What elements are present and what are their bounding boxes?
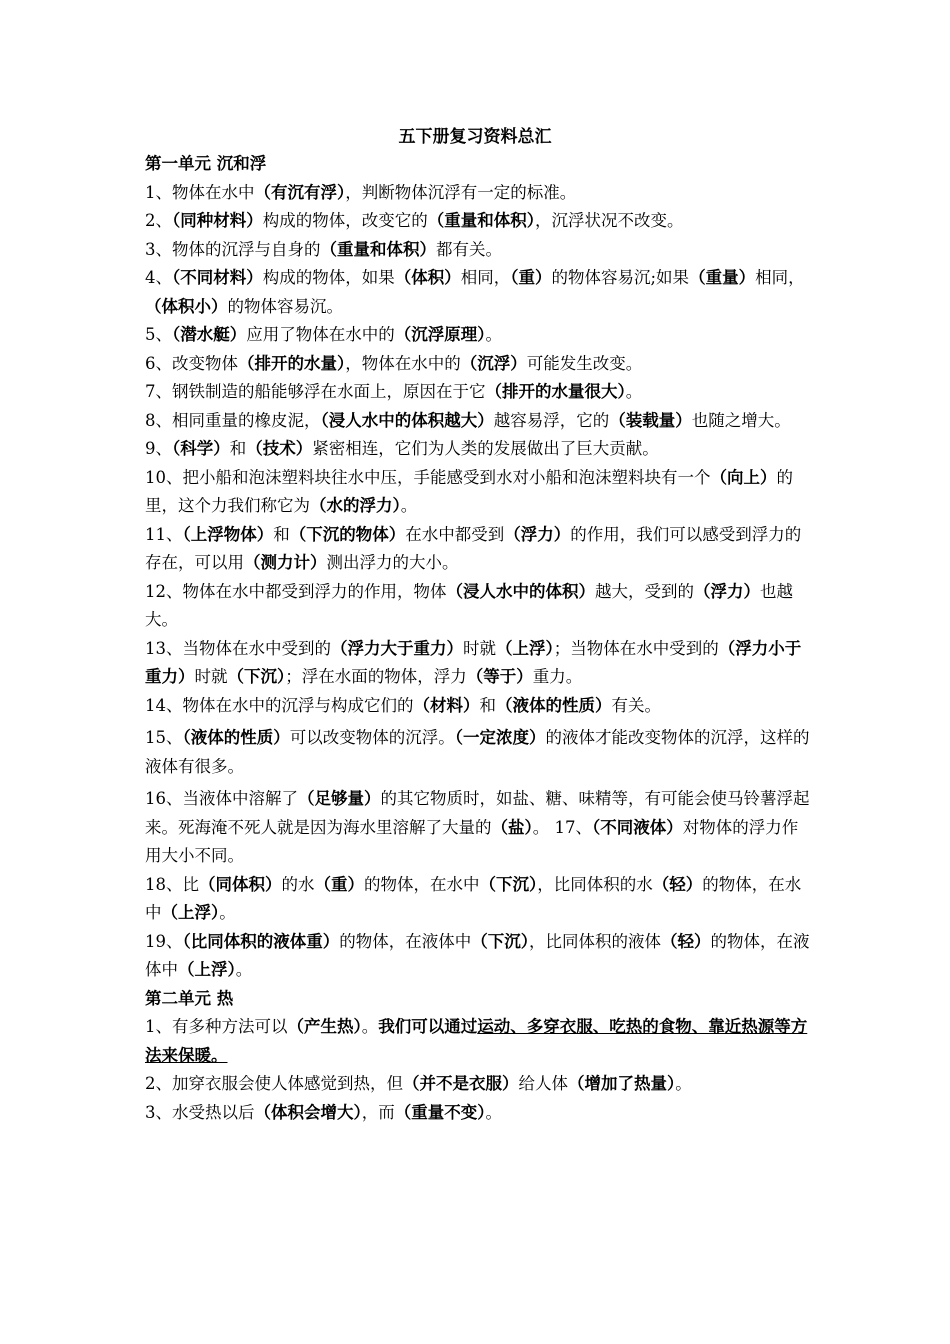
item-text: 10、把小船和泡沫塑料块往水中压，手能感受到水对小船和泡沫塑料块有一个 [145, 467, 711, 487]
answer-text: （排开的水量很大） [485, 382, 626, 401]
answer-text: （科学） [172, 439, 230, 458]
answer-text: （浮力） [694, 581, 760, 601]
answer-text: （浸人水中的体积） [446, 581, 595, 601]
answer-text: （体积会增大） [254, 1102, 362, 1122]
item-text: 7、钢铁制造的船能够浮在水面上，原因在于它 [145, 382, 486, 401]
review-item [145, 464, 813, 521]
answer-text: （排开的水量） [238, 353, 346, 373]
item-text: 紧密相连，它们为人类的发展做出了巨大贡献。 [312, 439, 659, 458]
item-text: ，物体在水中的 [345, 353, 461, 373]
item-text: 的物体，在水中 [364, 874, 480, 894]
answer-text: （浮力） [504, 524, 571, 544]
item-text: 6、改变物体 [145, 353, 238, 373]
answer-text: （体积） [394, 268, 461, 287]
item-text: ；当物体在水中受到的 [553, 638, 719, 658]
answer-text: （上浮） [161, 903, 220, 922]
answer-text: （等于） [466, 667, 533, 686]
item-text: 和 [229, 439, 247, 458]
item-text: 构成的物体，改变它的 [262, 211, 428, 230]
answer-text: （测力计） [244, 553, 327, 572]
item-text: 的物体，在液体中 [145, 931, 810, 979]
item-text: 的物体，在液体中 [339, 931, 472, 951]
unit-heading: 第一单元 沉和浮 [145, 154, 267, 173]
review-item [145, 521, 813, 578]
item-text: 有关。 [611, 695, 661, 715]
answer-text: （沉浮） [460, 353, 527, 373]
item-text: 16、当液体中溶解了 [145, 789, 298, 808]
answer-text: （上浮） [178, 960, 236, 979]
item-text: 和 [479, 695, 496, 715]
item-text: 。 [625, 382, 643, 401]
answer-text: （产生热） [287, 1017, 362, 1036]
item-text: 和 [273, 524, 290, 544]
answer-text: （不同液体） [592, 817, 683, 837]
item-text: 的水 [281, 874, 315, 894]
item-text: 。 [361, 1017, 379, 1036]
answer-text: （不同材料） [172, 268, 263, 287]
review-item [145, 928, 813, 985]
item-text: 时就 [463, 638, 496, 658]
answer-text: （重量） [689, 268, 756, 287]
item-text: 可能发生改变。 [526, 353, 643, 373]
item-text: 15、 [145, 728, 183, 747]
item-text: 19、 [145, 931, 183, 951]
answer-text: （上浮） [496, 638, 554, 658]
item-text: 相同， [755, 268, 805, 287]
item-text: 也随之增大。 [691, 410, 791, 430]
item-text: ，沉浮状况不改变。 [535, 211, 684, 230]
item-text: 越容易浮，它的 [493, 410, 610, 430]
item-text: 。 [235, 960, 253, 979]
item-text: 的里，这个力我们称它为 [145, 467, 793, 515]
item-text: 2、加穿衣服会使人体感觉到热，但 [145, 1074, 403, 1093]
answer-text: （同体积） [199, 874, 282, 894]
document-body [145, 150, 813, 1127]
answer-text: （下沉） [479, 874, 538, 894]
item-text: 3、物体的沉浮与自身的 [145, 239, 321, 259]
review-item [145, 207, 813, 236]
answer-text: （沉浮原理） [394, 325, 486, 344]
answer-text: （下沉） [471, 931, 529, 951]
review-item [145, 321, 813, 350]
answer-text: （一定浓度） [454, 728, 546, 747]
item-text: 2、 [145, 211, 172, 230]
item-text: ，比同体积的水 [537, 874, 653, 894]
item-text: 应用了物体在水中的 [246, 325, 395, 344]
answer-text: （轻） [652, 874, 703, 894]
answer-text: （轻） [661, 931, 711, 951]
answer-text: （重） [314, 874, 364, 894]
review-item [145, 785, 813, 871]
item-text: 也越大。 [145, 581, 793, 629]
answer-text: （水的浮力） [310, 496, 401, 515]
answer-text: （有沉有浮） [254, 182, 346, 202]
review-item [145, 871, 813, 928]
item-text: 时就 [194, 667, 228, 686]
answer-text: （下沉） [227, 667, 286, 686]
answer-text: （材料） [413, 695, 480, 715]
item-text: 的作用，我们可以感受到浮力的存在，可以用 [145, 524, 802, 572]
item-text: 给人体 [518, 1074, 568, 1093]
review-item [145, 1013, 813, 1070]
answer-text: 我们可以通过 [378, 1017, 478, 1036]
answer-text: （浸人水中的体积越大） [320, 410, 494, 430]
review-item [145, 378, 813, 407]
item-text: 。 [485, 1102, 502, 1122]
answer-text: （增加了热量） [568, 1074, 676, 1093]
item-text: 的液体才能改变物体的沉浮，这样的液体有很多。 [145, 728, 810, 776]
answer-text: （重量和体积） [320, 239, 436, 259]
answer-text: （重量和体积） [427, 211, 535, 230]
review-item [145, 407, 813, 436]
review-item [145, 350, 813, 379]
unit-heading: 第二单元 热 [145, 988, 234, 1008]
answer-text: （并不是衣服） [403, 1074, 519, 1093]
item-text: ；浮在水面的物体，浮力 [285, 667, 467, 686]
item-text: 的物体，在水中 [145, 874, 802, 922]
item-text: 的物体容易沉。 [227, 296, 343, 316]
item-text: 13、当物体在水中受到的 [145, 638, 331, 658]
item-text: 。 [675, 1074, 692, 1093]
review-item [145, 236, 813, 265]
item-text: 。 [219, 903, 236, 922]
answer-text: （技术） [246, 439, 313, 458]
item-text: 5、 [145, 325, 172, 344]
item-text: 重力。 [532, 667, 583, 686]
item-text: 的其它物质时，如盐、糖、味精等，有可能会使马铃薯浮起来。死海淹不死人就是因为海水里溶解了大量的 [145, 789, 810, 837]
review-item [145, 635, 813, 692]
item-text: 都有关。 [436, 239, 502, 259]
item-text: 。 [400, 496, 418, 515]
item-text: 对物体的浮力作用大小不同。 [145, 817, 799, 865]
answer-text: （足够量） [298, 789, 381, 808]
item-text: 1、有多种方法可以 [145, 1017, 288, 1036]
answer-text: （上浮物体） [182, 524, 274, 544]
item-text: ，而 [361, 1102, 395, 1122]
item-text: 1、物体在水中 [145, 182, 255, 202]
answer-text: （浮力大于重力） [331, 638, 463, 658]
item-text: 构成的物体，如果 [262, 268, 395, 287]
item-text: 12、物体在水中都受到浮力的作用，物体 [145, 581, 447, 601]
review-item [145, 578, 813, 635]
document-title: 五下册复习资料总汇 [398, 127, 552, 147]
item-text: 的物体容易沉;如果 [551, 268, 690, 287]
answer-text: （装载量） [609, 410, 692, 430]
review-item [145, 264, 813, 321]
answer-text: （潜水艇） [172, 325, 247, 344]
answer-text: （重量不变） [394, 1102, 486, 1122]
item-text: 。 [485, 325, 502, 344]
item-text: 9、 [145, 439, 172, 458]
answer-text: （重） [510, 268, 552, 287]
item-text: 4、 [145, 268, 172, 287]
answer-text: （下沉的物体） [289, 524, 406, 544]
answer-text: （盐） [491, 817, 533, 837]
answer-text: （同种材料） [172, 211, 263, 230]
item-text: ，比同体积的液体 [529, 931, 661, 951]
item-text: 可以改变物体的沉浮。 [289, 728, 455, 747]
item-text: 测出浮力的大小。 [326, 553, 459, 572]
item-text: 3、水受热以后 [145, 1102, 255, 1122]
underlined-answer-text: 运动、多穿衣服、吃热的食物、靠近热源等方法来保暖。 [145, 1017, 808, 1065]
item-text: ，判断物体沉浮有一定的标准。 [345, 182, 577, 202]
item-text: 越大，受到的 [595, 581, 694, 601]
item-text: 。 17、 [532, 817, 592, 837]
answer-text: （比同体积的液体重） [182, 931, 340, 951]
item-text: 相同， [460, 268, 511, 287]
review-item [145, 692, 813, 721]
review-item [145, 435, 813, 464]
review-item [145, 1070, 813, 1099]
answer-text: （向上） [710, 467, 777, 487]
answer-text: （液体的性质） [496, 695, 612, 715]
item-text: 11、 [145, 524, 183, 544]
item-text: 18、比 [145, 874, 199, 894]
answer-text: （体积小） [145, 296, 228, 316]
review-item [145, 179, 813, 208]
review-item [145, 1099, 813, 1128]
review-item [145, 724, 813, 781]
answer-text: （液体的性质） [182, 728, 290, 747]
answer-text: （浮力小于重力） [145, 638, 802, 686]
item-text: 在水中都受到 [405, 524, 505, 544]
item-text: 14、物体在水中的沉浮与构成它们的 [145, 695, 414, 715]
item-text: 8、相同重量的橡皮泥， [145, 410, 321, 430]
